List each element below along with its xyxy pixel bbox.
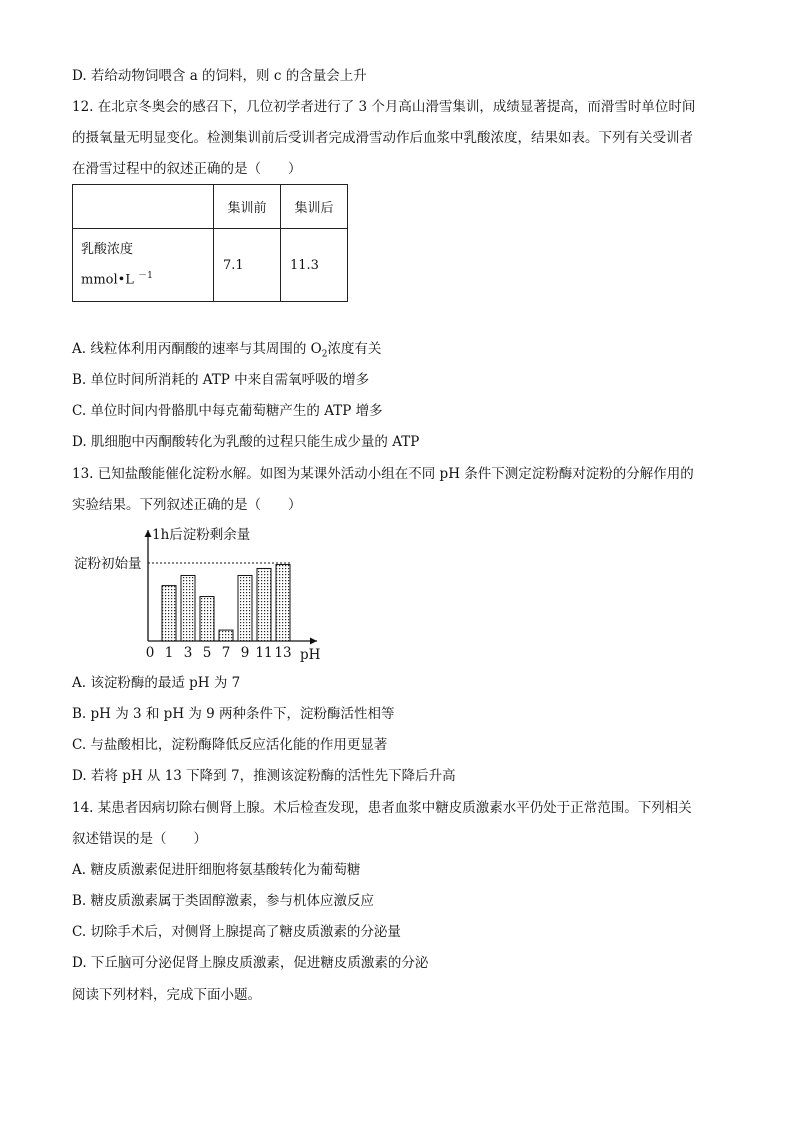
x-axis-arrow (310, 638, 317, 645)
q13-option-d: D. 若将 pH 从 13 下降到 7，推测该淀粉酶的活性先下降后升高 (72, 768, 456, 784)
q12-option-d: D. 肌细胞中丙酮酸转化为乳酸的过程只能生成少量的 ATP (72, 434, 420, 450)
reference-label: 淀粉初始量 (74, 556, 142, 572)
bar-ph-11 (257, 568, 271, 641)
q12-option-a-tail: 浓度有关 (327, 341, 382, 357)
x-tick-label: 7 (221, 645, 231, 661)
y-axis-arrow (145, 530, 152, 537)
row-label-unit: mmol•L (81, 272, 134, 288)
q12-stem-line3: 在滑雪过程中的叙述正确的是（ ） (72, 161, 302, 177)
q12-option-a-subscript: 2 (321, 349, 328, 360)
x-tick-label: 11 (255, 645, 273, 661)
bar-ph-9 (238, 575, 252, 641)
row-label-name: 乳酸浓度 (81, 241, 134, 257)
starch-ph-bar-chart (72, 520, 332, 665)
x-tick-label: 9 (240, 645, 250, 661)
q12-option-b: B. 单位时间所消耗的 ATP 中来自需氧呼吸的增多 (72, 372, 370, 388)
table-row (73, 229, 348, 302)
q12-stem-line1: 12. 在北京冬奥会的感召下，几位初学者进行了 3 个月高山滑雪集训，成绩显著提高，而滑雪时单位时间 (72, 99, 696, 115)
table-value-before: 7.1 (214, 229, 281, 302)
q12-stem-line2: 的摄氧量无明显变化。检测集训前后受训者完成滑雪动作后血浆中乳酸浓度，结果如表。下列有关受训者 (72, 130, 693, 146)
x-tick-label: 5 (202, 645, 212, 661)
x-tick-label: 3 (183, 645, 193, 661)
q12-option-c: C. 单位时间内骨骼肌中每克葡萄糖产生的 ATP 增多 (72, 403, 383, 419)
table-row-label (73, 229, 214, 302)
origin-label: 0 (145, 645, 155, 661)
x-tick-label: 1 (164, 645, 174, 661)
q14-option-a: A. 糖皮质激素促进肝细胞将氨基酸转化为葡萄糖 (72, 862, 361, 878)
y-axis-label: 1h后淀粉剩余量 (152, 527, 251, 543)
q14-stem-line1: 14. 某患者因病切除右侧肾上腺。术后检查发现，患者血浆中糖皮质激素水平仍处于正常范围。下列相关 (72, 800, 692, 816)
bar-ph-5 (200, 597, 214, 641)
bar-ph-1 (162, 586, 176, 641)
row-label-unit-line (81, 263, 213, 293)
q12-option-a-text: A. 线粒体利用丙酮酸的速率与其周围的 O (72, 341, 322, 357)
q14-option-b: B. 糖皮质激素属于类固醇激素，参与机体应激反应 (72, 893, 375, 909)
q13-option-b: B. pH 为 3 和 pH 为 9 两种条件下，淀粉酶活性相等 (72, 706, 395, 722)
bar-ph-7 (219, 630, 233, 641)
q13-stem-line1: 13. 已知盐酸能催化淀粉水解。如图为某课外活动小组在不同 pH 条件下测定淀粉酶对淀粉的分解作用的 (72, 466, 694, 482)
table-header-after: 集训后 (281, 185, 348, 229)
q14-option-d: D. 下丘脑可分泌促肾上腺皮质激素，促进糖皮质激素的分泌 (72, 955, 429, 971)
table-header-row (73, 185, 348, 229)
q13-option-c: C. 与盐酸相比，淀粉酶降低反应活化能的作用更显著 (72, 737, 388, 753)
q14-stem-line2: 叙述错误的是（ ） (72, 831, 207, 847)
table-value-after: 11.3 (281, 229, 348, 302)
q14-option-c: C. 切除手术后，对侧肾上腺提高了糖皮质激素的分泌量 (72, 924, 401, 940)
row-label-exponent: －1 (138, 270, 153, 281)
chart-plot-area (74, 526, 321, 663)
q12-option-a (72, 339, 381, 365)
prev-question-option-d: D. 若给动物饲喂含 a 的饲料，则 c 的含量会上升 (72, 68, 367, 84)
q13-option-a: A. 该淀粉酶的最适 pH 为 7 (72, 675, 241, 691)
lactate-table (72, 184, 348, 302)
table-header-empty (73, 185, 214, 229)
closing-instruction: 阅读下列材料，完成下面小题。 (72, 987, 261, 1003)
x-axis-label: pH (300, 647, 321, 663)
bar-ph-3 (181, 575, 195, 641)
x-tick-label: 13 (274, 645, 292, 661)
bar-ph-13 (276, 565, 290, 641)
table-header-before: 集训前 (214, 185, 281, 229)
q13-stem-line2: 实验结果。下列叙述正确的是（ ） (72, 497, 302, 513)
